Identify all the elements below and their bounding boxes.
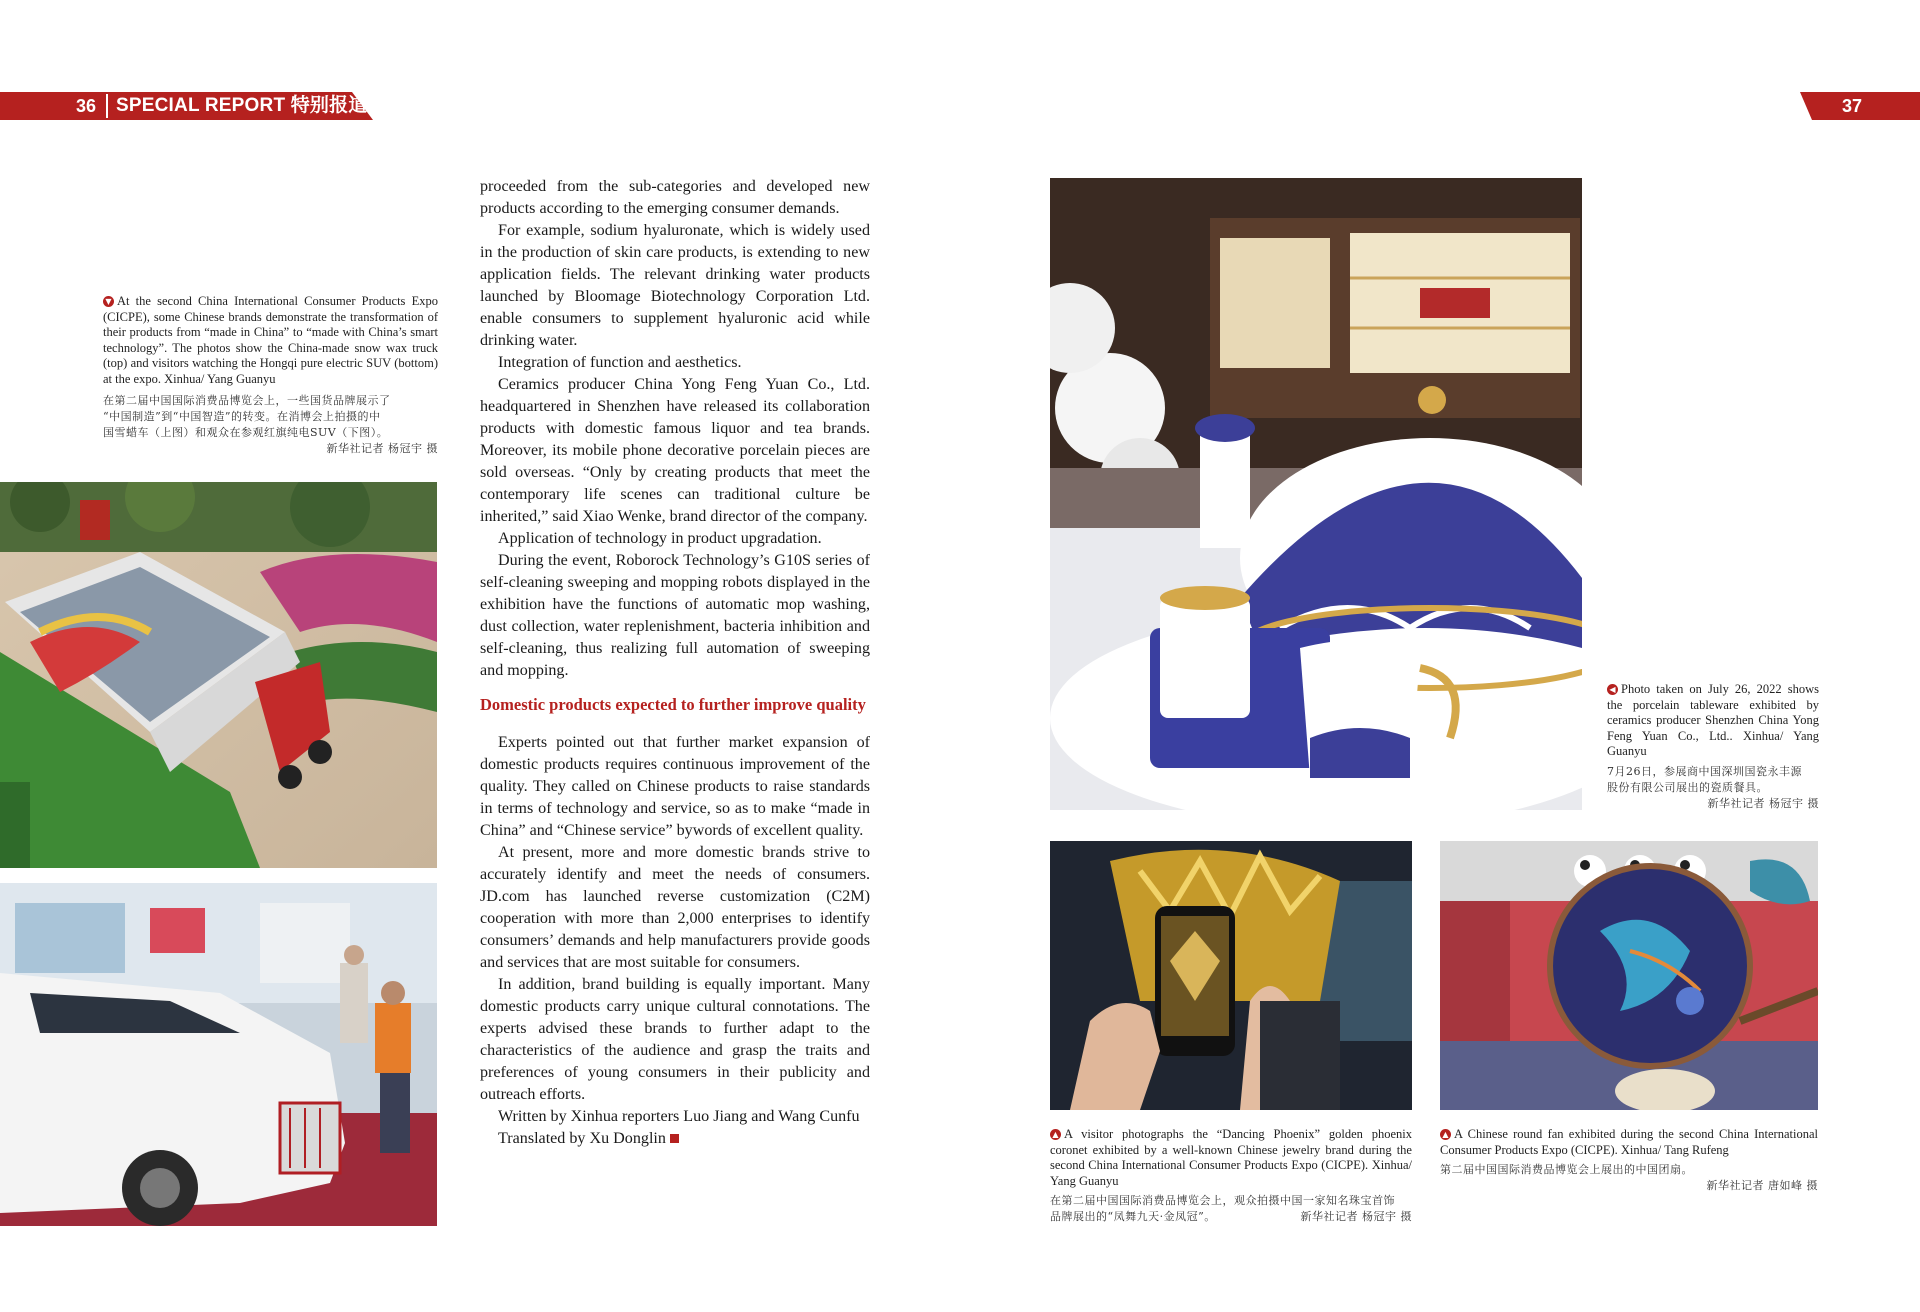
- caption-porcelain: [1607, 682, 1819, 812]
- caption-fan: [1440, 1127, 1818, 1194]
- arrow-icon: ▼: [103, 296, 114, 307]
- page-number-right: 37: [1841, 96, 1863, 116]
- article-paragraph: Integration of function and aesthetics.: [498, 354, 742, 371]
- square-end-icon: [670, 1134, 679, 1143]
- article-byline: Written by Xinhua reporters Luo Jiang and Wang Cunfu: [498, 1108, 860, 1125]
- photo-hongqi-suv: [0, 883, 437, 1226]
- caption-fan-credit: 新华社记者 唐如峰 摄: [1706, 1179, 1818, 1192]
- caption-left-zh-3: 国雪蜡车（上图）和观众在参观红旗纯电SUV（下图）。: [103, 426, 389, 439]
- arrow-icon: ◀: [1607, 684, 1618, 695]
- photo-phoenix-coronet: [1050, 841, 1412, 1110]
- arrow-icon: ▲: [1050, 1129, 1061, 1140]
- photo-snow-wax-truck: [0, 482, 437, 868]
- caption-coronet-zh-2: 品牌展出的“凤舞九天·金凤冠”。: [1050, 1210, 1216, 1223]
- header-divider: [106, 94, 108, 118]
- translator-text: Translated by Xu Donglin: [498, 1130, 666, 1147]
- caption-coronet-en: [1050, 1127, 1412, 1189]
- arrow-icon: ▲: [1440, 1129, 1451, 1140]
- article-paragraph: At present, more and more domestic brands strive to accurately identify and meet the needs of consumers. JD.com has launched reverse customization (C2M) cooperation with more than 2,000 enterprises to identify consumers’ demands and help manufacturers provide goods and services that are most suitable for consumers.: [480, 844, 870, 971]
- section-title: SPECIAL REPORT 特别报道: [116, 95, 368, 116]
- caption-left-en-text: At the second China International Consumer Products Expo (CICPE), some Chinese brands demonstrate the transformation of their products from “made in China” to “made with China’s smart technology”. The photos show the China-made snow wax truck (top) and visitors watching the Hongqi pure electric SUV (bottom) at the expo. Xinhua/ Yang Guanyu: [103, 294, 438, 386]
- page-number-left: 36: [75, 96, 97, 116]
- article-paragraph: proceeded from the sub-categories and developed new products according to the emerging consumer demands.: [480, 178, 870, 217]
- article-paragraph: In addition, brand building is equally important. Many domestic products carry unique cultural connotations. The experts advised these brands to further adapt to the characteristics of the audience and grasp the traits and preferences of young consumers in their publicity and outreach efforts.: [480, 976, 870, 1103]
- photo-porcelain-tableware: [1050, 178, 1582, 810]
- article-paragraph: During the event, Roborock Technology’s G10S series of self-cleaning sweeping and mopping robots displayed in the exhibition have the functions of automatic mop washing, dust collection, water replenishment, bacteria inhibition and self-cleaning, thus realizing full automation of sweeping and mopping.: [480, 552, 870, 679]
- caption-porcelain-en: [1607, 682, 1819, 760]
- photo-round-fan: [1440, 841, 1818, 1110]
- caption-coronet-credit: 新华社记者 杨冠宇 摄: [1300, 1210, 1412, 1223]
- caption-coronet: [1050, 1127, 1412, 1225]
- caption-fan-en: [1440, 1127, 1818, 1158]
- caption-left-zh-1: 在第二届中国国际消费品博览会上，一些国货品牌展示了: [103, 394, 391, 407]
- caption-porcelain-zh-2: 股份有限公司展出的瓷质餐具。: [1607, 780, 1768, 794]
- caption-fan-en-text: A Chinese round fan exhibited during the second China International Consumer Products Expo (CICPE). Xinhua/ Tang Rufeng: [1440, 1127, 1818, 1157]
- caption-coronet-last-line: [1050, 1209, 1412, 1225]
- article-body: [480, 176, 870, 1150]
- caption-porcelain-zh-1: 7月26日，参展商中国深圳国瓷永丰源: [1607, 764, 1802, 778]
- caption-left: [103, 294, 438, 457]
- article-translator: [480, 1128, 870, 1150]
- article-subhead: Domestic products expected to further improve quality: [480, 695, 866, 714]
- caption-coronet-en-text: A visitor photographs the “Dancing Phoenix” golden phoenix coronet exhibited by a well-known Chinese jewelry brand during the second China International Consumer Products Expo (CICPE). Xinhua/ Yang Guanyu: [1050, 1127, 1412, 1188]
- caption-left-en: [103, 294, 438, 387]
- caption-coronet-zh-1: 在第二届中国国际消费品博览会上，观众拍摄中国一家知名珠宝首饰: [1050, 1194, 1395, 1207]
- caption-fan-zh-1: 第二届中国国际消费品博览会上展出的中国团扇。: [1440, 1163, 1693, 1176]
- caption-left-zh-2: “中国制造”到“中国智造”的转变。在消博会上拍摄的中: [103, 410, 381, 423]
- caption-porcelain-credit: 新华社记者 杨冠宇 摄: [1707, 796, 1819, 810]
- article-paragraph: Ceramics producer China Yong Feng Yuan Co., Ltd. headquartered in Shenzhen have released its collaboration products with domestic famous liquor and tea brands. Moreover, its mobile phone decorative porcelain pieces are sold overseas. “Only by creating products that meet the contemporary life scenes can traditional culture be inherited,” said Xiao Wenke, brand director of the company.: [480, 376, 870, 525]
- article-paragraph: Application of technology in product upgradation.: [498, 530, 822, 547]
- article-paragraph: For example, sodium hyaluronate, which is widely used in the production of skin care products, is extending to new application fields. The relevant drinking water products launched by Bloomage Biotechnology Corporation Ltd. enable consumers to supplement hyaluronic acid while drinking water.: [480, 222, 870, 349]
- caption-porcelain-en-text: Photo taken on July 26, 2022 shows the porcelain tableware exhibited by ceramics producer Shenzhen China Yong Feng Yuan Co., Ltd.. Xinhua/ Yang Guanyu: [1607, 682, 1819, 758]
- article-paragraph: Experts pointed out that further market expansion of domestic products requires continuous improvement of the quality. They called on Chinese products to raise standards in terms of technology and service, so as to make “made in China” and “Chinese service” bywords of excellent quality.: [480, 734, 870, 839]
- caption-left-credit: 新华社记者 杨冠宇 摄: [326, 442, 438, 455]
